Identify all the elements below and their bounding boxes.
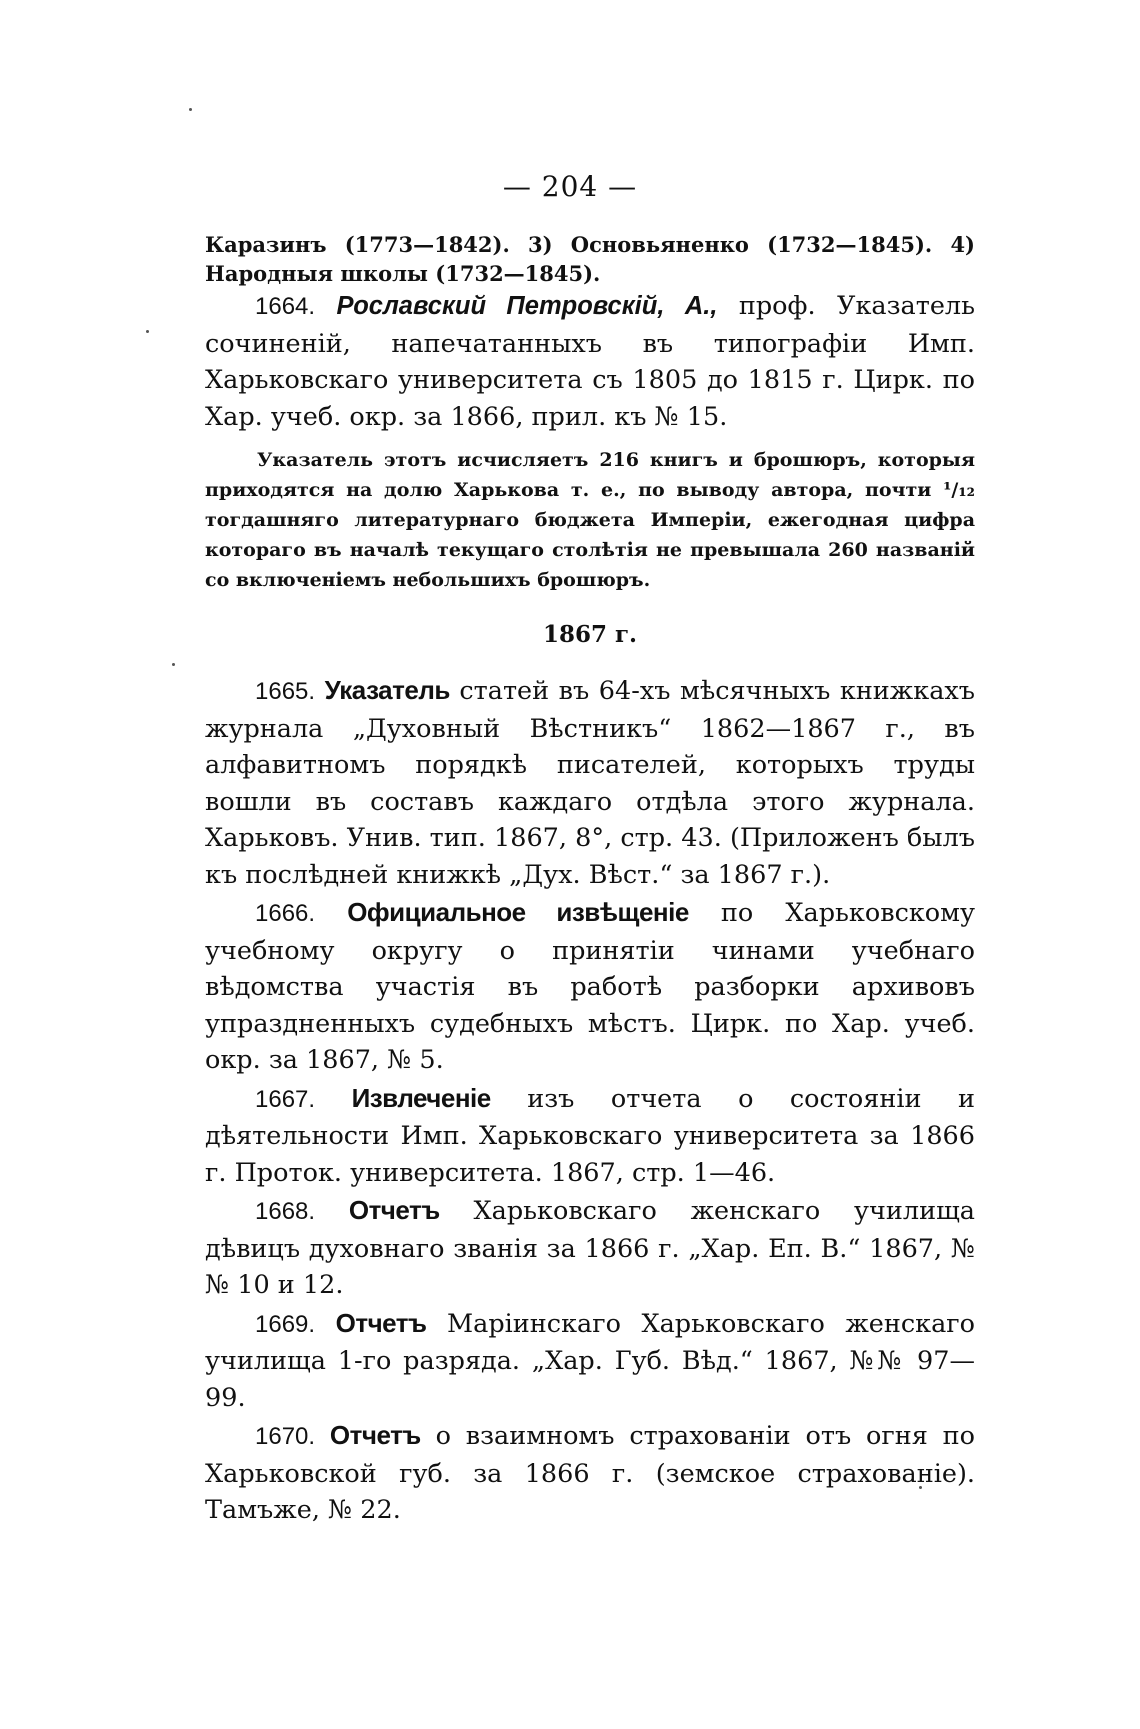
entry-number: 1670. <box>255 1423 316 1450</box>
entry-keyword: Официальное извѣщеніе <box>347 897 689 927</box>
page-content <box>205 230 975 1530</box>
entry-1664 <box>205 288 975 435</box>
entry-number: 1668. <box>255 1198 316 1225</box>
entry-number: 1666. <box>255 900 316 927</box>
entry-text: Маріинскаго Харьковскаго женскаго училища 1-го разряда. „Хар. Губ. Вѣд.“ 1867, №№ 97—99. <box>205 1308 976 1413</box>
entry-text: Харьковскаго женскаго училища дѣвицъ духовнаго званія за 1866 г. „Хар. Еп. В.“ 1867, №№ 10 и 12. <box>205 1196 975 1300</box>
entry-1669 <box>205 1305 975 1417</box>
entry-1665 <box>205 672 975 893</box>
entry-keyword: Извлеченіе <box>351 1082 491 1113</box>
entry-keyword: Отчетъ <box>348 1195 440 1225</box>
entry-text: по Харьковскому учебному округу о принятіи чинами учебнаго вѣдомства участія въ работѣ разборки архивовъ упраздненныхъ судебныхъ мѣстъ. Цирк. по Хар. учеб. окр. за 1867, № 5. <box>205 898 975 1075</box>
entry-keyword: Отчетъ <box>329 1420 421 1450</box>
entry-1668 <box>205 1192 975 1304</box>
entry-note: Указатель этотъ исчисляетъ 216 книгъ и брошюръ, которыя приходятся на долю Харькова т. е., по выводу автора, почти ¹/₁₂ тогдашняго литературнаго бюджета Имперіи, ежегодная цифра котораго въ началѣ текущаго столѣтія не превышала 260 названій со включеніемъ небольшихъ брошюръ. <box>205 449 975 591</box>
year-heading: 1867 г. <box>542 621 638 648</box>
scan-speck <box>146 330 149 333</box>
page-number: — 204 — <box>502 170 638 203</box>
entry-keyword: Отчетъ <box>335 1307 427 1338</box>
entry-1666 <box>205 894 975 1079</box>
entry-text: проф. Указатель сочиненій, напечатанныхъ въ типографіи Имп. Харьковскаго университета съ 1805 до 1815 г. Цирк. по Хар. учеб. окр. за 1866, прил. къ № 15. <box>205 291 975 432</box>
entry-text: статей въ 64-хъ мѣсячныхъ книжкахъ журнала „Духовный Вѣстникъ“ 1862—1867 г., въ алфавитномъ порядкѣ писателей, которыхъ труды вошли въ составъ каждаго отдѣла этого журнала. Харьковъ. Унив. тип. 1867, 8°, стр. 43. (Приложенъ былъ къ послѣдней книжкѣ „Дух. Вѣст.“ за 1867 г.). <box>205 676 976 890</box>
continuation-paragraph: Каразинъ (1773—1842). 3) Основьяненко (1732—1845). 4) Народныя школы (1732—1845). <box>205 232 975 286</box>
entry-number: 1664. <box>255 293 316 320</box>
entry-1670 <box>205 1417 975 1529</box>
entry-text: изъ отчета о состояніи и дѣятельности Имп. Харьковскаго университета за 1866 г. Проток. университета. 1867, стр. 1—46. <box>205 1083 975 1188</box>
entry-1667 <box>205 1080 975 1192</box>
entry-keyword: Указатель <box>324 675 450 705</box>
entry-number: 1665. <box>255 678 316 705</box>
entry-number: 1669. <box>255 1310 316 1338</box>
entry-author: Рославский Петровскій, А., <box>336 292 718 320</box>
entry-text: о взаимномъ страхованіи отъ огня по Харьковской губ. за 1866 г. (земское страхованіе). Тамъже, № 22. <box>205 1421 976 1525</box>
scan-speck <box>172 663 175 666</box>
scan-speck <box>189 108 192 111</box>
entry-number: 1667. <box>255 1085 316 1113</box>
